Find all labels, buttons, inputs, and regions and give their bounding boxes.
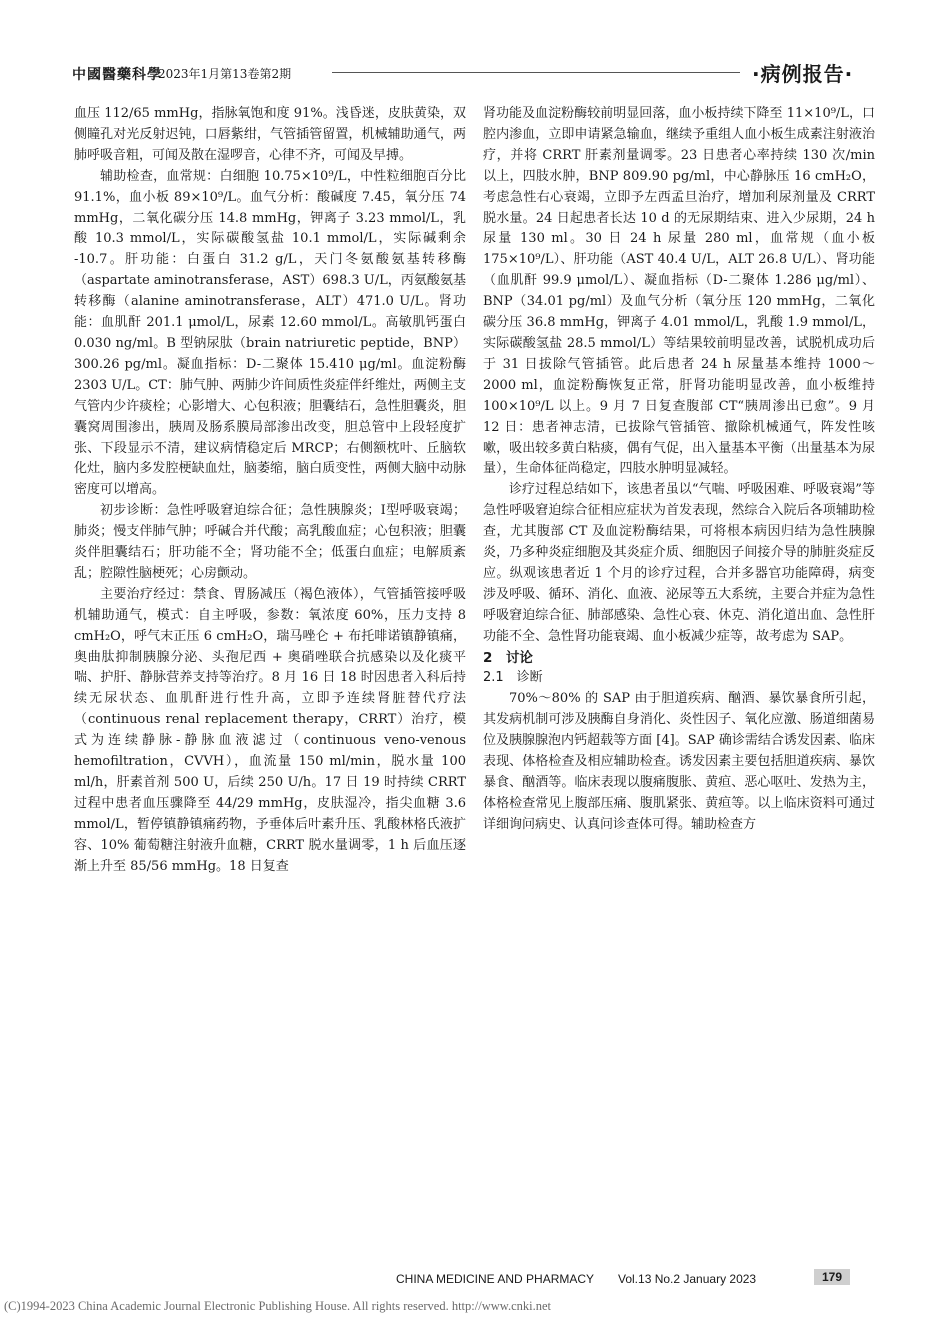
summary-paragraph: 诊疗过程总结如下，该患者虽以“气喘、呼吸困难、呼吸衰竭”等急性呼吸窘迫综合征相应症状为首发表现，然综合入院后各项辅助检查，尤其腹部 CT 及血淀粉酶结果，可将根本病因归结为急性胰腺炎，乃多种炎症细胞及其炎症介质、细胞因子间接介导的肺脏炎症反应。纵观该患者近 1 个月的诊疗过程，合并多器官功能障碍，病变涉及呼吸、循环、消化、血液、泌尿等五大系统，主要合并症为急性呼吸窘迫综合征、肺部感染、急性心衰、休克、消化道出血、急性肝功能不全、急性肾功能衰竭、血小板减少症等，故考虑为 SAP。	[483, 482, 875, 644]
copyright-notice: (C)1994-2023 China Academic Journal Electronic Publishing House. All rights reserved. http://www.cnki.net	[4, 1299, 552, 1313]
footer-journal-name: CHINA MEDICINE AND PHARMACY	[396, 1272, 595, 1286]
initial-diagnosis-paragraph: 初步诊断：急性呼吸窘迫综合征；急性胰腺炎；Ⅰ型呼吸衰竭；肺炎；慢支伴肺气肿；呼碱合并代酸；高乳酸血症；心包积液；胆囊炎伴胆囊结石；肝功能不全；肾功能不全；低蛋白血症；电解质紊乱；腔隙性脑梗死；心房颤动。	[74, 503, 466, 581]
footer-volume: Vol.13 No.2 January 2023	[618, 1272, 757, 1286]
exam-paragraph: 血压 112/65 mmHg，指脉氧饱和度 91%。浅昏迷，皮肤黄染，双侧瞳孔对光反射迟钝，口唇紫绀，气管插管留置，机械辅助通气，两肺呼吸音粗，可闻及散在湿啰音，心律不齐，可闻及早搏。	[74, 106, 466, 163]
header-rule	[332, 72, 740, 73]
lab-results-paragraph: 辅助检查，血常规：白细胞 10.75×10⁹/L，中性粒细胞百分比 91.1%，血小板 89×10⁹/L。血气分析：酸碱度 7.45，氧分压 74 mmHg，二氧化碳分压 14.8 mmHg，钾离子 3.23 mmol/L，乳酸 10.3 mmol/L，实际碳酸氢盐 10.1 mmol/L，实际碱剩余 -10.7。肝功能：白蛋白 31.2 g/L，天门冬氨酸氨基转移酶（aspartate aminotransferase，AST）698.3 U/L，丙氨酸氨基转移酶（alanine aminotransferase，ALT）471.0 U/L。肾功能：血肌酐 201.1 μmol/L，尿素 12.60 mmol/L。高敏肌钙蛋白 0.030 ng/ml。B 型钠尿肽（brain natriuretic peptide，BNP）300.26 pg/ml。凝血指标：D-二聚体 15.410 μg/ml。血淀粉酶 2303 U/L。CT：肺气肿、两肺少许间质性炎症伴纤维灶，两侧主支气管内少许痰栓；心影增大、心包积液；胆囊结石，急性胆囊炎，胆囊窝周围渗出，胰周及肠系膜局部渗出改变，胆总管中上段轻度扩张、下段显示不清，建议病情稳定后 MRCP；右侧额枕叶、丘脑软化灶，脑内多发腔梗缺血灶，脑萎缩，脑白质变性，两侧大脑中动脉密度可以增高。	[74, 168, 466, 498]
page-number: 179	[814, 1269, 850, 1285]
page-footer	[396, 1271, 850, 1289]
treatment-paragraph: 主要治疗经过：禁食、胃肠减压（褐色液体），气管插管接呼吸机辅助通气，模式：自主呼吸，参数：氧浓度 60%，压力支持 8 cmH₂O，呼气末正压 6 cmH₂O，瑞马唑仑 + 布托啡诺镇静镇痛，奥曲肽抑制胰腺分泌、头孢尼西 + 奥硝唑联合抗感染以及化痰平喘、护肝、静脉营养支持等治疗。8 月 16 日 18 时因患者入科后持续无尿状态、血肌酐进行性升高，立即予连续肾脏替代疗法（continuous renal replacement therapy，CRRT）治疗，模式为连续静脉-静脉血液滤过（continuous veno-venous hemofiltration，CVVH），血流量 150 ml/min，脱水量 100 ml/h，肝素首剂 500 U，后续 250 U/h。17 日 19 时持续 CRRT 过程中患者血压骤降至 44/29 mmHg，皮肤湿冷，指尖血糖 3.6 mmol/L，暂停镇静镇痛药物，予垂体后叶素升压、乳酸林格氏液扩容、10% 葡萄糖注射液升血糖，CRRT 脱水量调零，1 h 后血压逐渐上升至 85/56 mmHg。18 日复查	[74, 586, 466, 874]
left-column	[74, 104, 466, 878]
issue-info: 2023年1月第13卷第2期	[158, 67, 292, 81]
section-label: ·病例报告·	[752, 62, 854, 86]
journal-logo: 中國醫藥科學	[72, 67, 162, 83]
diagnosis-paragraph: 70%～80% 的 SAP 由于胆道疾病、酗酒、暴饮暴食所引起，其发病机制可涉及胰酶自身消化、炎性因子、氧化应激、肠道细菌易位及胰腺腺泡内钙超载等方面 [4]。SAP 确诊需结合诱发因素、临床表现、体格检查及相应辅助检查。诱发因素主要包括胆道疾病、暴饮暴食、酗酒等。临床表现以腹痛腹胀、黄疸、恶心呕吐、发热为主，体格检查常见上腹部压痛、腹肌紧张、黄疸等。以上临床资料可通过详细询问病史、认真问诊查体可得。辅助检查方	[483, 691, 875, 832]
right-column	[483, 104, 875, 836]
course-paragraph: 肾功能及血淀粉酶较前明显回落，血小板持续下降至 11×10⁹/L，口腔内渗血，立即申请紧急输血，继续予重组人血小板生成素注射液治疗，并将 CRRT 肝素剂量调零。23 日患者心率持续 130 次/min 以上，四肢水肿，BNP 809.90 pg/ml，中心静脉压 16 cmH₂O，考虑急性右心衰竭，立即予左西孟旦治疗，增加利尿剂量及 CRRT 脱水量。24 日起患者长达 10 d 的无尿期结束、进入少尿期，24 h 尿量 130 ml。30 日 24 h 尿量 280 ml，血常规（血小板 175×10⁹/L）、肝功能（AST 40.4 U/L，ALT 26.8 U/L）、肾功能（血肌酐 99.9 μmol/L）、凝血指标（D-二聚体 1.286 μg/ml）、BNP（34.01 pg/ml）及血气分析（氧分压 120 mmHg，二氧化碳分压 36.8 mmHg，钾离子 4.01 mmol/L，乳酸 1.9 mmol/L，实际碳酸氢盐 28.5 mmol/L）等结果较前明显改善，试脱机成功后于 31 日拔除气管插管。此后患者 24 h 尿量基本维持 1000～2000 ml，血淀粉酶恢复正常，肝肾功能明显改善，血小板维持 100×10⁹/L 以上。9 月 7 日复查腹部 CT“胰周渗出已愈”。9 月 12 日：患者神志清，已拔除气管插管、撤除机械通气，阵发性咳嗽，吸出较多黄白粘痰，偶有气促，出入量基本平衡（出量基本为尿量），生命体征尚稳定，四肢水肿明显减轻。	[483, 106, 875, 477]
section-heading-discussion: 2 讨论	[483, 649, 533, 666]
page-header	[72, 62, 880, 88]
subsection-heading-diagnosis: 2.1 诊断	[483, 670, 543, 686]
